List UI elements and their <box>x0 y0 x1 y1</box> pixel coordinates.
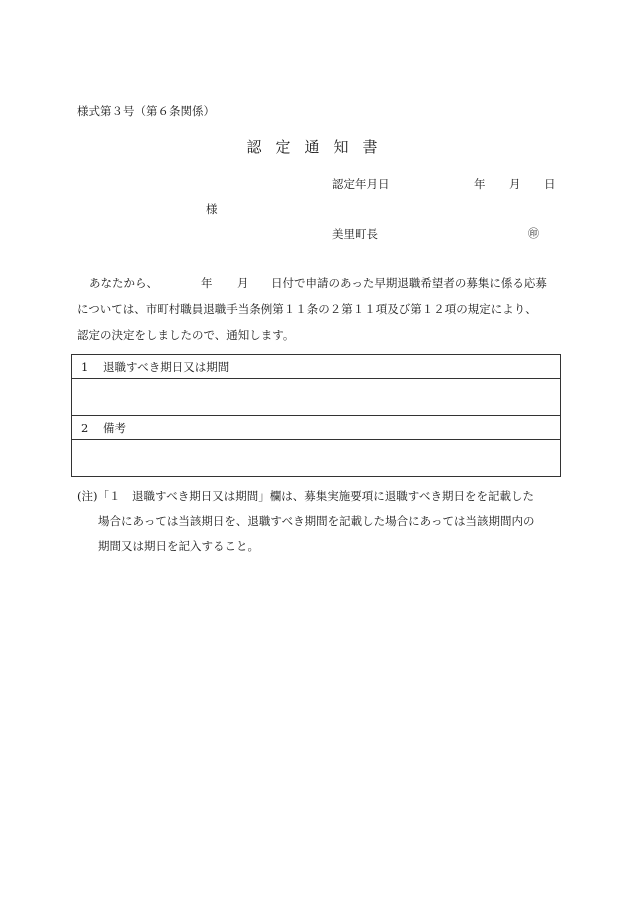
footnote-line-3: 期間又は期日を記入すること。 <box>98 539 259 553</box>
footnote <box>77 484 567 559</box>
item-1-number: 1 <box>81 359 89 374</box>
date-year-label: 年 <box>474 177 486 191</box>
table-row-item-1-value <box>72 379 561 416</box>
form-number-label: 様式第３号（第６条関係） <box>77 104 215 118</box>
body-month-label: 月 <box>237 276 249 290</box>
details-table <box>71 354 561 477</box>
table-row-item-2-header <box>72 416 561 440</box>
document-title: 認定通知書 <box>246 138 392 156</box>
item-1-label: 退職すべき期日又は期間 <box>103 359 230 374</box>
date-month-label: 月 <box>509 177 521 191</box>
addressee-honorific: 様 <box>206 202 218 216</box>
item-2-label: 備考 <box>103 420 126 435</box>
item-1-value-cell[interactable] <box>72 379 561 416</box>
seal-mark: ㊞ <box>528 227 539 240</box>
footnote-line-2: 場合にあっては当該期日を、退職すべき期間を記載した場合にあっては当該期間内の <box>98 514 535 528</box>
body-line-3: 認定の決定をしましたので、通知します。 <box>77 328 295 342</box>
body-line-1-start: あなたから、 <box>89 276 158 290</box>
notice-body <box>77 270 557 348</box>
body-line-1-rest: 日付で申請のあった早期退職希望者の募集に係る応募 <box>271 276 547 290</box>
body-year-label: 年 <box>201 276 213 290</box>
table-row-item-1-header <box>72 355 561 379</box>
date-day-label: 日 <box>544 177 556 191</box>
body-line-1 <box>77 270 557 296</box>
issuer-name: 美里町長 <box>332 227 378 241</box>
item-2-number: 2 <box>81 420 89 435</box>
item-2-value-cell[interactable] <box>72 440 561 477</box>
certification-date-label: 認定年月日 <box>332 177 390 191</box>
table-row-item-2-value <box>72 440 561 477</box>
item-2-header-cell <box>72 416 561 440</box>
body-line-2: については、市町村職員退職手当条例第１１条の２第１１項及び第１２項の規定により、 <box>77 302 537 316</box>
footnote-line-1: (注)「１ 退職すべき期日又は期間」欄は、募集実施要項に退職すべき期日をを記載した <box>77 489 535 503</box>
item-1-header-cell <box>72 355 561 379</box>
